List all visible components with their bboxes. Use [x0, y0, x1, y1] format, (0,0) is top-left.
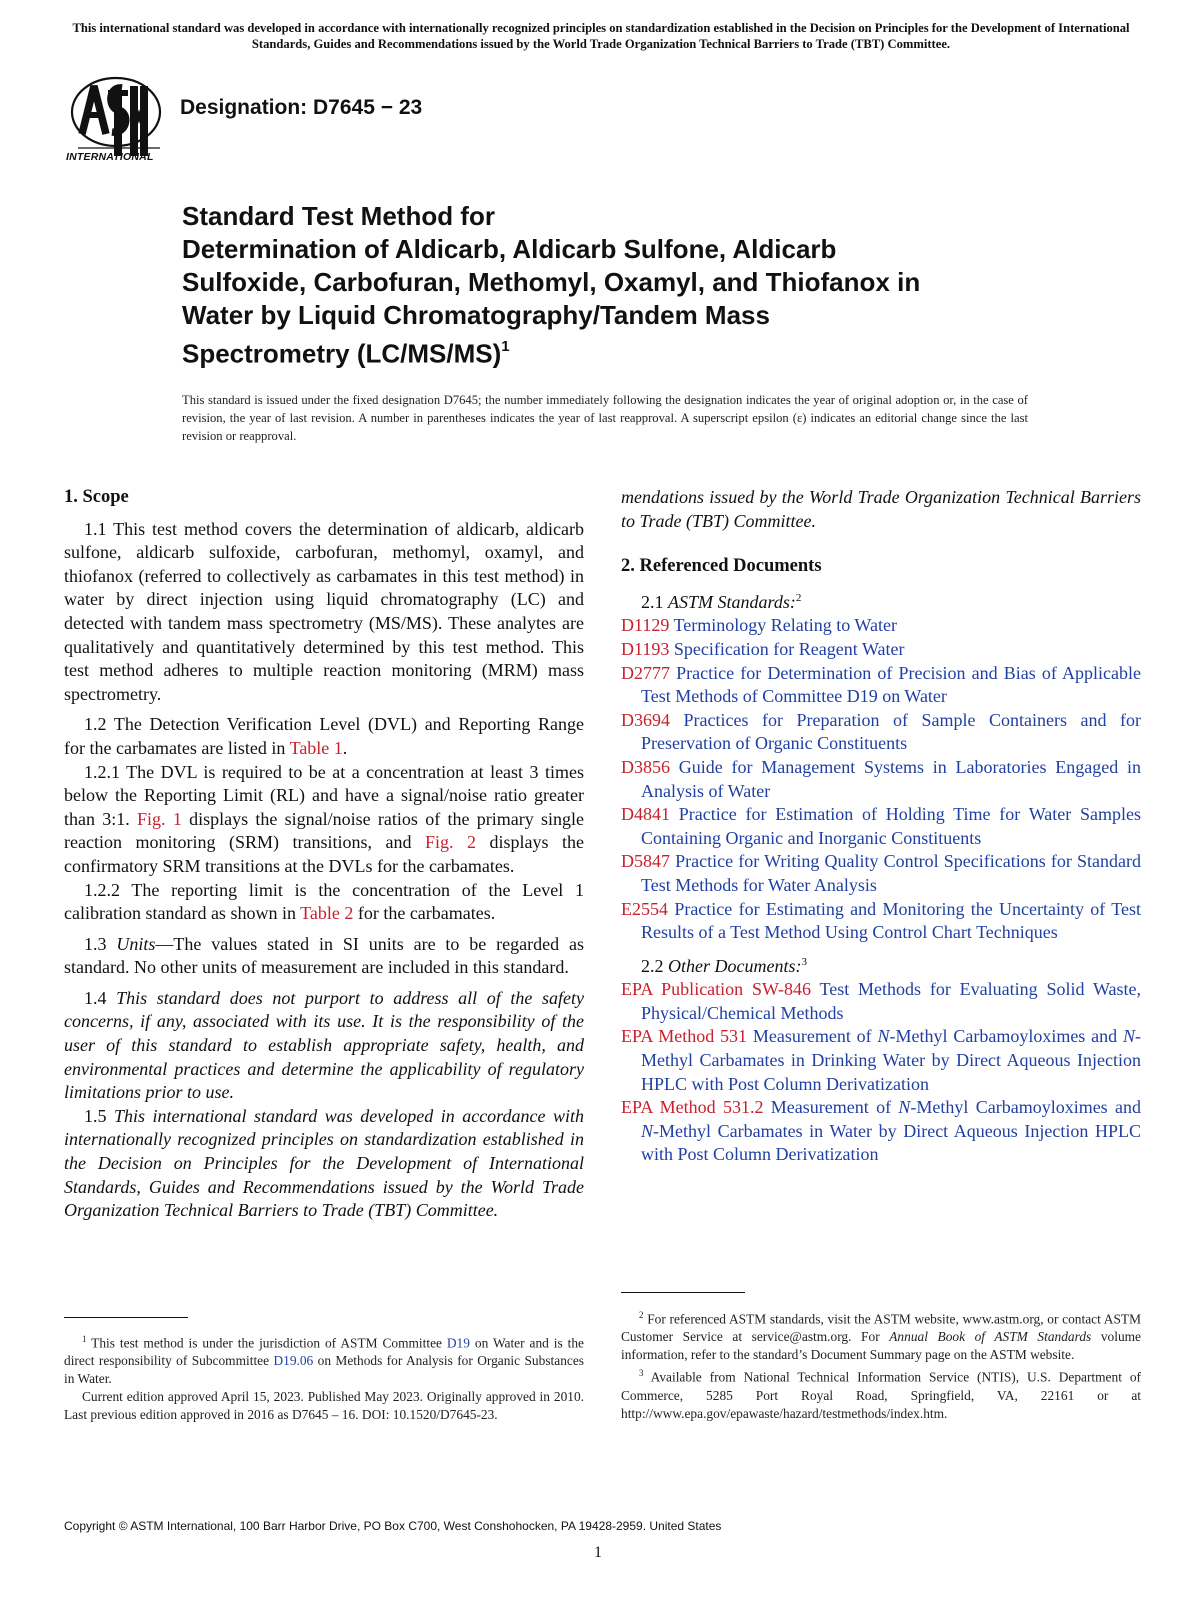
fig-1-link[interactable]: Fig. 1: [137, 808, 182, 829]
reference-title-link[interactable]: Guide for Management Systems in Laboratories Engaged in Analysis of Water: [641, 756, 1141, 801]
d19-06-link[interactable]: D19.06: [273, 1353, 314, 1369]
text: 1.5: [84, 1105, 114, 1126]
reference-title-link[interactable]: Practice for Determination of Precision and Bias of Applicable Test Methods of Committee D19 on Water: [641, 662, 1141, 707]
footnotes-left: [64, 1330, 584, 1424]
reference-title-link[interactable]: Test Methods for Evaluating Solid Waste, Physical/Chemical Methods: [641, 979, 1141, 1023]
logo-subtext: INTERNATIONAL: [66, 151, 154, 163]
reference-code-link[interactable]: E2554: [621, 898, 668, 919]
fig-2-link[interactable]: Fig. 2: [424, 832, 476, 853]
page-title: [182, 200, 1062, 371]
reference-title-link[interactable]: Practice for Estimation of Holding Time for Water Samples Containing Organic and Inorganic Constituents: [641, 804, 1141, 848]
title-line: Sulfoxide, Carbofuran, Methomyl, Oxamyl, and Thiofanox in: [182, 267, 921, 297]
reference-code-link[interactable]: EPA Method 531: [621, 1026, 748, 1047]
top-notice: This international standard was developed in accordance with internationally recognized principles on standardization established in the Decision on Principles for the Development of International Standards, Guides and Recommendations issued by the World Trade Organization Technical Barriers to Trade (TBT) Committee.: [72, 21, 1130, 51]
footnote-divider: [621, 1292, 745, 1293]
reference-code-link[interactable]: D3694: [621, 709, 670, 730]
text: for the carbamates.: [353, 903, 496, 924]
reference-code-link[interactable]: D4841: [621, 804, 670, 825]
reference-title-link[interactable]: -Methyl Carbamoyloximes and: [889, 1026, 1123, 1047]
text: —The values stated in SI units are to be regarded as standard. No other units of measurement are included in this standard.: [64, 933, 584, 978]
reference-item: [621, 662, 1141, 709]
issue-note: This standard is issued under the fixed designation D7645; the number immediately following the designation indicates the year of original adoption or, in the case of revision, the year of last revision. A number in parentheses indicates the year of last reapproval. A superscript epsilon (ε) indicates an editorial change since the last revision or reapproval.: [182, 393, 1028, 443]
paragraph-1-2-2: [64, 879, 584, 926]
text: This standard does not purport to address all of the safety concerns, if any, associated with its use. It is the responsibility of the user of this standard to establish appropriate safety, health, and environmental practices and determine the applicability of regulatory limitations prior to use.: [64, 987, 584, 1103]
reference-title-link[interactable]: Specification for Reagent Water: [673, 638, 905, 659]
reference-title-link[interactable]: -Methyl Carbamates in Drinking Water by Direct Aqueous Injection HPLC with Post Column Derivatization: [641, 1026, 1141, 1094]
title-line: Water by Liquid Chromatography/Tandem Mass: [182, 300, 770, 330]
footnote-divider: [64, 1317, 188, 1318]
other-reference-list: [621, 978, 1141, 1167]
footnote-mark[interactable]: 2: [795, 591, 802, 604]
other-documents-heading: [621, 951, 1141, 979]
paragraph-1-2-1: [64, 761, 584, 879]
title-line: Standard Test Method for: [182, 201, 495, 231]
reference-code-link[interactable]: D2777: [621, 662, 670, 683]
reference-item: [621, 638, 1141, 662]
reference-item: [621, 978, 1141, 1025]
text: For referenced ASTM standards, visit the ASTM website, www.astm.org, or contact ASTM Customer Service at service@astm.org. For: [621, 1311, 1141, 1345]
astm-standards-heading: [621, 587, 1141, 615]
text: 1.4: [84, 987, 117, 1008]
reference-item: [621, 709, 1141, 756]
right-column: [621, 486, 1141, 1167]
section-heading-referenced: 2. Referenced Documents: [621, 556, 822, 577]
text: Available from National Technical Information Service (NTIS), U.S. Department of Commerce, 5285 Port Royal Road, Springfield, VA, 22161 or at http://www.epa.gov/epawaste/hazard/testmethods/index.htm.: [621, 1369, 1141, 1421]
footnote-mark: 3: [639, 1368, 644, 1379]
paragraph-1-5: [64, 1105, 584, 1223]
footnote-mark: 2: [639, 1310, 644, 1320]
text: This test method is under the jurisdiction of ASTM Committee: [86, 1335, 447, 1351]
carryover-text: mendations issued by the World Trade Organization Technical Barriers to Trade (TBT) Committee.: [621, 487, 1141, 531]
reference-title-link[interactable]: Terminology Relating to Water: [673, 615, 897, 636]
footnote-1-edition: Current edition approved April 15, 2023. Published May 2023. Originally approved in 2010. Last previous edition approved in 2016 as D7645 – 16. DOI: 10.1520/D7645-23.: [64, 1389, 584, 1423]
table-2-link[interactable]: Table 2: [300, 903, 354, 924]
text: 1.2.2 The reporting limit is the concentration of the Level 1 calibration standard as shown in: [64, 879, 584, 924]
reference-title-link[interactable]: -Methyl Carbamoyloximes and: [910, 1097, 1141, 1118]
footnote-3: [621, 1364, 1141, 1422]
page-number: 1: [594, 1544, 602, 1561]
reference-item: [621, 898, 1141, 945]
title-footnote-mark[interactable]: 1: [501, 338, 510, 355]
paragraph-1-2: [64, 713, 584, 760]
footnotes-right: [621, 1306, 1141, 1423]
text: 1.2 The Detection Verification Level (DVL) and Reporting Range for the carbamates are listed in: [64, 714, 584, 758]
text: ASTM Standards:: [668, 591, 796, 612]
text: volume information, refer to the standard’s Document Summary page on the ASTM website.: [621, 1329, 1141, 1363]
reference-title-link[interactable]: Practices for Preparation of Sample Containers and for Preservation of Organic Constituents: [641, 709, 1141, 754]
reference-title-link[interactable]: N: [877, 1026, 890, 1047]
footnote-mark[interactable]: 3: [801, 955, 807, 968]
paragraph-1-3: [64, 933, 584, 980]
reference-code-link[interactable]: EPA Publication SW-846: [621, 979, 811, 1000]
reference-code-link[interactable]: D1129: [621, 615, 670, 636]
reference-item: [621, 756, 1141, 803]
reference-code-link[interactable]: D1193: [621, 638, 670, 659]
text: on Water and is the direct responsibility of Subcommittee: [64, 1335, 584, 1369]
paragraph-1-1: 1.1 This test method covers the determination of aldicarb, aldicarb sulfone, aldicarb sulfoxide, carbofuran, methomyl, oxamyl, and thiofanox (referred to collectively as carbamates in this test method) in water by direct injection using liquid chromatography (LC) and detected with tandem mass spectrometry (MS/MS). These analytes are qualitatively and quantitatively determined by this test method. This test method adheres to multiple reaction monitoring (MRM) mass spectrometry.: [64, 518, 584, 704]
astm-reference-list: [621, 614, 1141, 944]
text: 1.2.1 The DVL is required to be at a concentration at least 3 times below the Reporting Limit (RL) and have a signal/noise ratio greater than 3:1.: [64, 761, 584, 829]
d19-link[interactable]: D19: [446, 1335, 470, 1351]
reference-title-link[interactable]: Practice for Estimating and Monitoring the Uncertainty of Test Results of a Test Method Using Control Chart Techniques: [641, 898, 1142, 943]
title-line: Determination of Aldicarb, Aldicarb Sulfone, Aldicarb: [182, 234, 837, 264]
reference-title-link[interactable]: -Methyl Carbamates in Water by Direct Aqueous Injection HPLC with Post Column Derivatization: [641, 1120, 1141, 1165]
reference-code-link[interactable]: EPA Method 531.2: [621, 1097, 764, 1118]
text: .: [342, 737, 348, 758]
reference-title-link[interactable]: Measurement of: [770, 1097, 899, 1118]
term: Units: [116, 933, 156, 954]
copyright-line: Copyright © ASTM International, 100 Barr Harbor Drive, PO Box C700, West Conshohocken, PA 19428-2959. United States: [64, 1519, 722, 1533]
text: 2.2: [641, 955, 668, 976]
text: 2.1: [641, 591, 668, 612]
text: displays the confirmatory SRM transitions at the DVLs for the carbamates.: [64, 832, 584, 876]
footnote-2: [621, 1306, 1141, 1364]
reference-code-link[interactable]: D3856: [621, 756, 670, 777]
footnote-mark: 1: [82, 1334, 87, 1344]
text: displays the signal/noise ratios of the primary single reaction monitoring (SRM) transitions, and: [64, 808, 584, 853]
text: Other Documents:: [668, 955, 802, 976]
text: This international standard was developed in accordance with internationally recognized principles on standardization established in the Decision on Principles for the Development of International Standards, Guides and Recommendations issued by the World Trade Organization Technical Barriers to Trade (TBT) Committee.: [64, 1105, 584, 1221]
table-1-link[interactable]: Table 1: [289, 737, 343, 758]
reference-item: [621, 850, 1141, 897]
footnote-1: [64, 1330, 584, 1388]
reference-title-link[interactable]: Measurement of: [752, 1026, 878, 1047]
designation: Designation: D7645 − 23: [180, 96, 423, 119]
reference-title-link[interactable]: N: [1122, 1026, 1135, 1047]
reference-title-link[interactable]: N: [898, 1097, 911, 1118]
text: 1.3: [84, 933, 117, 954]
reference-code-link[interactable]: D5847: [621, 851, 670, 872]
title-line: Spectrometry (LC/MS/MS): [182, 338, 502, 369]
paragraph-1-4: [64, 987, 584, 1105]
reference-item: [621, 1025, 1141, 1096]
section-heading-scope: 1. Scope: [64, 487, 129, 507]
left-column: [64, 486, 584, 1223]
reference-title-link[interactable]: N: [641, 1120, 654, 1141]
reference-title-link[interactable]: Practice for Writing Quality Control Specifications for Standard Test Methods for Water Analysis: [641, 851, 1141, 895]
reference-item: [621, 803, 1141, 850]
text: Annual Book of ASTM Standards: [889, 1329, 1092, 1345]
reference-item: [621, 614, 1141, 638]
reference-item: [621, 1096, 1141, 1167]
text: on Methods for Analysis for Organic Substances in Water.: [64, 1353, 584, 1387]
